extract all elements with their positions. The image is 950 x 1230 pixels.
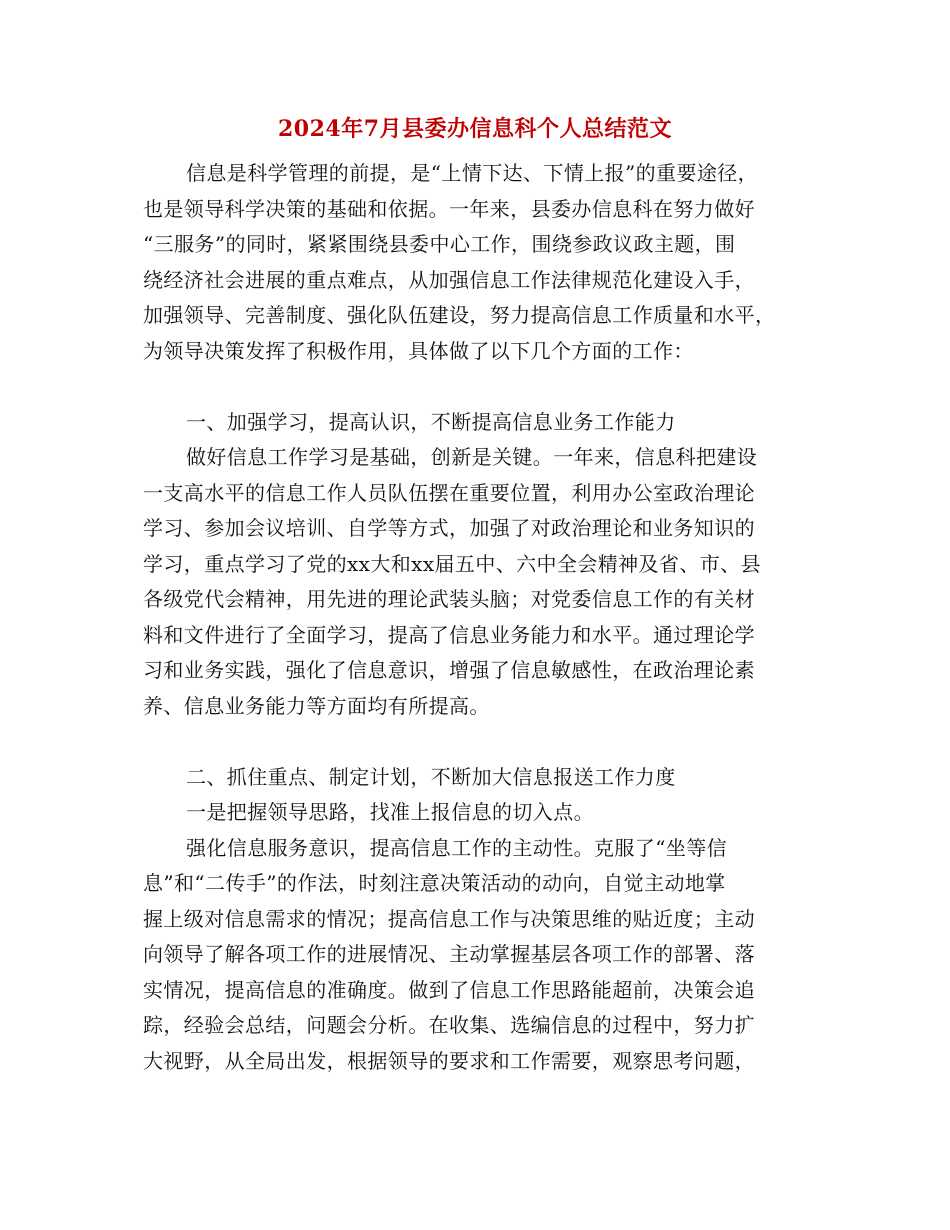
paragraph-line: 信息是科学管理的前提，是“上情下达、下情上报”的重要途径， (186, 161, 759, 185)
paragraph-line: 握上级对信息需求的情况；提高信息工作与决策思维的贴近度；主动 (143, 906, 755, 931)
paragraph-line: “三服务”的同时，紧紧围绕县委中心工作，围绕参政议政主题，围 (143, 232, 736, 256)
subsection-heading: 一是把握领导思路，找准上报信息的切入点。 (186, 800, 594, 824)
paragraph-line: 学习，重点学习了党的xx大和xx届五中、六中全会精神及省、市、县 (143, 551, 761, 576)
paragraph-line: 学习、参加会议培训、自学等方式，加强了对政治理论和业务知识的 (143, 516, 755, 540)
paragraph-line: 息”和“二传手”的作法，时刻注意决策活动的动向，自觉主动地掌 (143, 871, 726, 895)
paragraph-line: 养、信息业务能力等方面均有所提高。 (143, 693, 490, 718)
paragraph-line: 强化信息服务意识，提高信息工作的主动性。克服了“坐等信 (186, 835, 728, 860)
blank-line (143, 369, 813, 405)
paragraph-line: 绕经济社会进展的重点难点，从加强信息工作法律规范化建设入手， (143, 267, 755, 292)
paragraph-line: 加强领导、完善制度、强化队伍建设，努力提高信息工作质量和水平， (143, 303, 776, 327)
paragraph-line: 为领导决策发挥了积极作用，具体做了以下几个方面的工作： (143, 338, 694, 363)
section-heading: 二、抓住重点、制定计划，不断加大信息报送工作力度 (186, 764, 676, 789)
paragraph-line: 做好信息工作学习是基础，创新是关键。一年来，信息科把建设 (186, 445, 758, 469)
paragraph-line: 向领导了解各项工作的进展情况、主动掌握基层各项工作的部署、落 (143, 942, 755, 966)
blank-line (143, 724, 813, 760)
paragraph-line: 料和文件进行了全面学习，提高了信息业务能力和水平。通过理论学 (143, 622, 755, 647)
paragraph-line: 习和业务实践，强化了信息意识，增强了信息敏感性，在政治理论素 (143, 658, 755, 682)
paragraph-line: 也是领导科学决策的基础和依据。一年来，县委办信息科在努力做好 (143, 196, 755, 221)
paragraph-line: 踪，经验会总结，问题会分析。在收集、选编信息的过程中，努力扩 (143, 1013, 755, 1037)
paragraph-line: 实情况，提高信息的准确度。做到了信息工作思路能超前，决策会追 (143, 977, 755, 1002)
paragraph-line: 一支高水平的信息工作人员队伍摆在重要位置，利用办公室政治理论 (143, 480, 755, 505)
paragraph-line: 大视野，从全局出发，根据领导的要求和工作需要，观察思考问题， (143, 1048, 755, 1073)
document-body (143, 156, 813, 1079)
paragraph-line: 各级党代会精神，用先进的理论武装头脑；对党委信息工作的有关材 (143, 587, 755, 611)
section-heading: 一、加强学习，提高认识，不断提高信息业务工作能力 (186, 409, 676, 434)
document-title: 2024年7月县委办信息科个人总结范文 (277, 116, 673, 142)
